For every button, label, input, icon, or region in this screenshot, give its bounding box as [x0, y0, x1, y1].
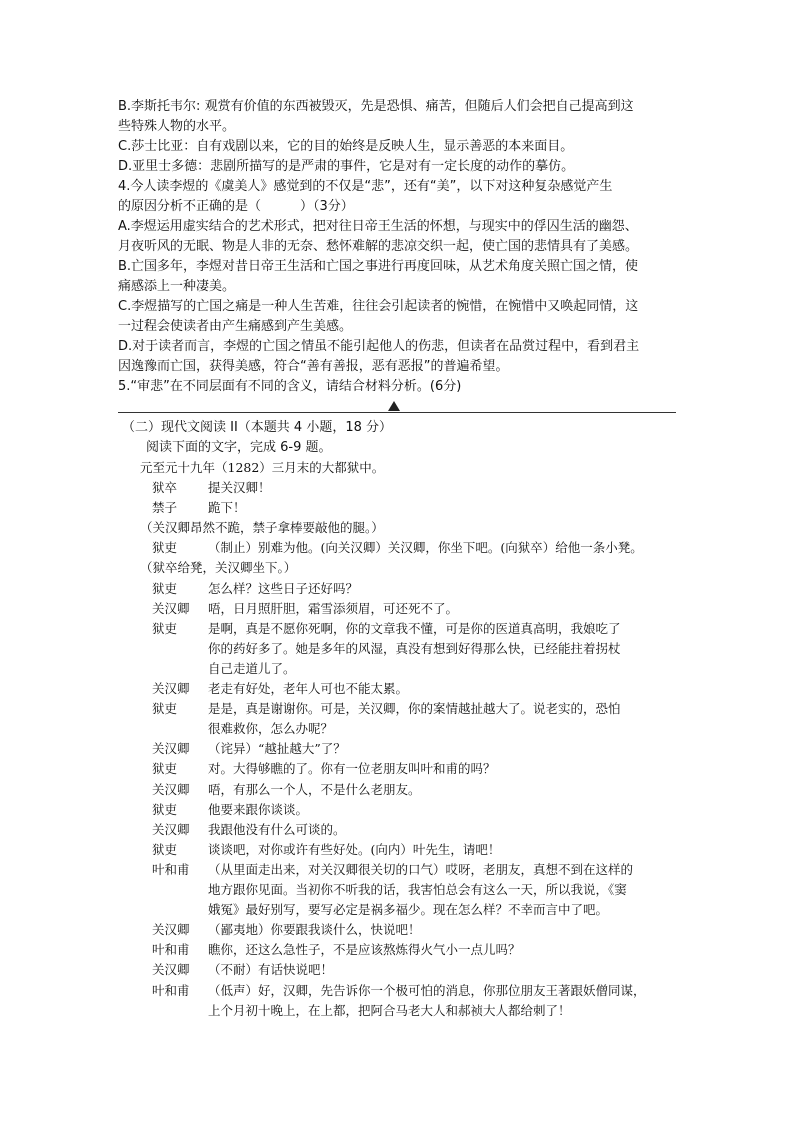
speaker-name: 关汉卿	[152, 741, 190, 757]
option-c: C.莎士比亚：自有戏剧以来，它的目的始终是反映人生，显示善恶的本来面目。	[118, 139, 574, 154]
dialogue-line: 是是，真是谢谢你。可是，关汉卿，你的案情越扯越大了。说老实的，恐怕	[208, 701, 621, 717]
dialogue-line: （鄙夷地）你要跟我谈什么，快说吧！	[208, 922, 421, 938]
q4-option-d-line2: 因逸豫而亡国，获得美感，符合“善有善报，恶有恶报”的普遍希望。	[118, 359, 509, 374]
stage-direction: （关汉卿昂然不跪，禁子拿棒要敲他的腿。）	[140, 520, 384, 536]
dialogue-line: 谈谈吧，对你或许有些好处。(向内）叶先生，请吧！	[208, 841, 501, 857]
dialogue-line: 跪下！	[208, 500, 246, 516]
dialogue-line: 娥冤》最好别写，要写必定是祸多福少。现在怎么样？不幸而言中了吧。	[208, 902, 609, 918]
speaker-name: 狱卒	[152, 480, 178, 495]
dialogue-line: （制止）别难为他。(向关汉卿）关汉卿，你坐下吧。(向狱卒）给他一条小凳。	[208, 540, 643, 556]
speaker-name: 狱吏	[152, 540, 178, 556]
stage-direction: （狱卒给凳，关汉卿坐下。）	[140, 560, 297, 576]
q4-option-b-line1: B.亡国多年，李煜对昔日帝王生活和亡国之事进行再度回味，从艺术角度关照亡国之情，使	[118, 259, 639, 274]
dialogue-line: 他要来跟你谈谈。	[208, 801, 309, 817]
q4-option-b-line2: 痛感添上一种凄美。	[118, 279, 236, 294]
dialogue-line: （不耐）有话快说吧！	[208, 962, 334, 978]
speaker-name: 关汉卿	[152, 681, 190, 696]
section-divider	[118, 412, 676, 413]
dialogue-line: 怎么样？这些日子还好吗？	[208, 580, 359, 596]
option-b-line2: 些特殊人物的水平。	[118, 119, 236, 134]
q4-option-c-line1: C.李煜描写的亡国之痛是一种人生苦难，往往会引起读者的惋惜，在惋惜中又唤起同情，这	[118, 299, 639, 314]
dialogue-line: （低声）好，汉卿，先告诉你一个极可怕的消息，你那位朋友王著跟妖僧同谋，	[208, 982, 646, 998]
speaker-name: 叶和甫	[152, 861, 190, 877]
speaker-name: 狱吏	[152, 580, 178, 596]
speaker-name: 关汉卿	[152, 962, 190, 978]
option-b-line1: B.李斯托韦尔: 观赏有价值的东西被毁灭，先是恐惧、痛苦，但随后人们会把自己提高到这	[118, 99, 634, 114]
triangle-marker-icon	[388, 401, 400, 411]
dialogue-line: 提关汉卿！	[208, 480, 271, 495]
dialogue-line: 你的药好多了。她是多年的风湿，真没有想到好得那么快，已经能拄着拐杖	[208, 640, 621, 656]
speaker-name: 关汉卿	[152, 600, 190, 616]
q4-option-a-line1: A.李煜运用虚实结合的艺术形式，把对往日帝王生活的怀想，与现实中的俘囚生活的幽怨、	[118, 219, 638, 234]
dialogue-line: 我跟他没有什么可谈的。	[208, 821, 346, 837]
speaker-name: 狱吏	[152, 701, 178, 717]
speaker-name: 狱吏	[152, 761, 178, 777]
scene-description: 元至元十九年（1282）三月末的大都狱中。	[140, 460, 385, 475]
section-2-instruction: 阅读下面的文字，完成 6-9 题。	[146, 440, 332, 455]
speaker-name: 叶和甫	[152, 982, 190, 998]
dialogue-line: 唔，有那么一个人，不是什么老朋友。	[208, 781, 421, 797]
dialogue-line: （从里面走出来，对关汉卿很关切的口气）哎呀，老朋友，真想不到在这样的	[208, 861, 634, 877]
speaker-name: 禁子	[152, 500, 178, 516]
q4-option-c-line2: 一过程会使读者由产生痛感到产生美感。	[118, 319, 353, 334]
section-2-heading: （二）现代文阅读 II（本题共 4 小题，18 分）	[122, 420, 393, 435]
speaker-name: 关汉卿	[152, 781, 190, 797]
dialogue-line: 唔，日月照肝胆，霜雪添须眉，可还死不了。	[208, 600, 459, 616]
dialogue-line: 地方跟你见面。当初你不听我的话，我害怕总会有这么一天，所以我说，《窦	[208, 882, 627, 897]
speaker-name: 狱吏	[152, 620, 178, 636]
question-5: 5.“审悲”在不同层面有不同的含义，请结合材料分析。(6分)	[118, 379, 462, 394]
speaker-name: 狱吏	[152, 841, 178, 857]
dialogue-line: 自己走道儿了。	[208, 660, 296, 676]
dialogue-line: 上个月初十晚上，在上都，把阿合马老大人和郝祯大人都给刺了！	[208, 1002, 571, 1018]
question-4-line2: 的原因分析不正确的是（ ）（3分）	[118, 199, 354, 214]
dialogue-line: 是啊，真是不愿你死啊，你的文章我不懂，可是你的医道真高明，我娘吃了	[208, 620, 621, 636]
dialogue-line: 瞧你，还这么急性子，不是应该熬炼得火气小一点儿吗？	[208, 942, 521, 958]
dialogue-line: 很难救你，怎么办呢？	[208, 721, 334, 737]
dialogue-line: 对。大得够瞧的了。你有一位老朋友叫叶和甫的吗？	[208, 761, 496, 777]
speaker-name: 关汉卿	[152, 922, 190, 938]
q4-option-a-line2: 月夜听风的无眠、物是人非的无奈、愁怀难解的悲凉交织一起，使亡国的悲情具有了美感。	[118, 239, 639, 254]
q4-option-d-line1: D.对于读者而言，李煜的亡国之情虽不能引起他人的伤悲，但读者在品赏过程中，看到君主	[118, 339, 640, 354]
question-4-line1: 4.今人读李煜的《虞美人》感觉到的不仅是“悲”，还有“美”，以下对这种复杂感觉产生	[118, 179, 613, 194]
speaker-name: 叶和甫	[152, 942, 190, 958]
option-d: D.亚里士多德：悲剧所描写的是严肃的事件，它是对有一定长度的动作的摹仿。	[118, 159, 575, 174]
dialogue-line: 老走有好处，老年人可也不能太累。	[208, 681, 409, 696]
speaker-name: 狱吏	[152, 801, 178, 817]
dialogue-line: （诧异）“越扯越大”了？	[208, 741, 346, 757]
speaker-name: 关汉卿	[152, 821, 190, 837]
